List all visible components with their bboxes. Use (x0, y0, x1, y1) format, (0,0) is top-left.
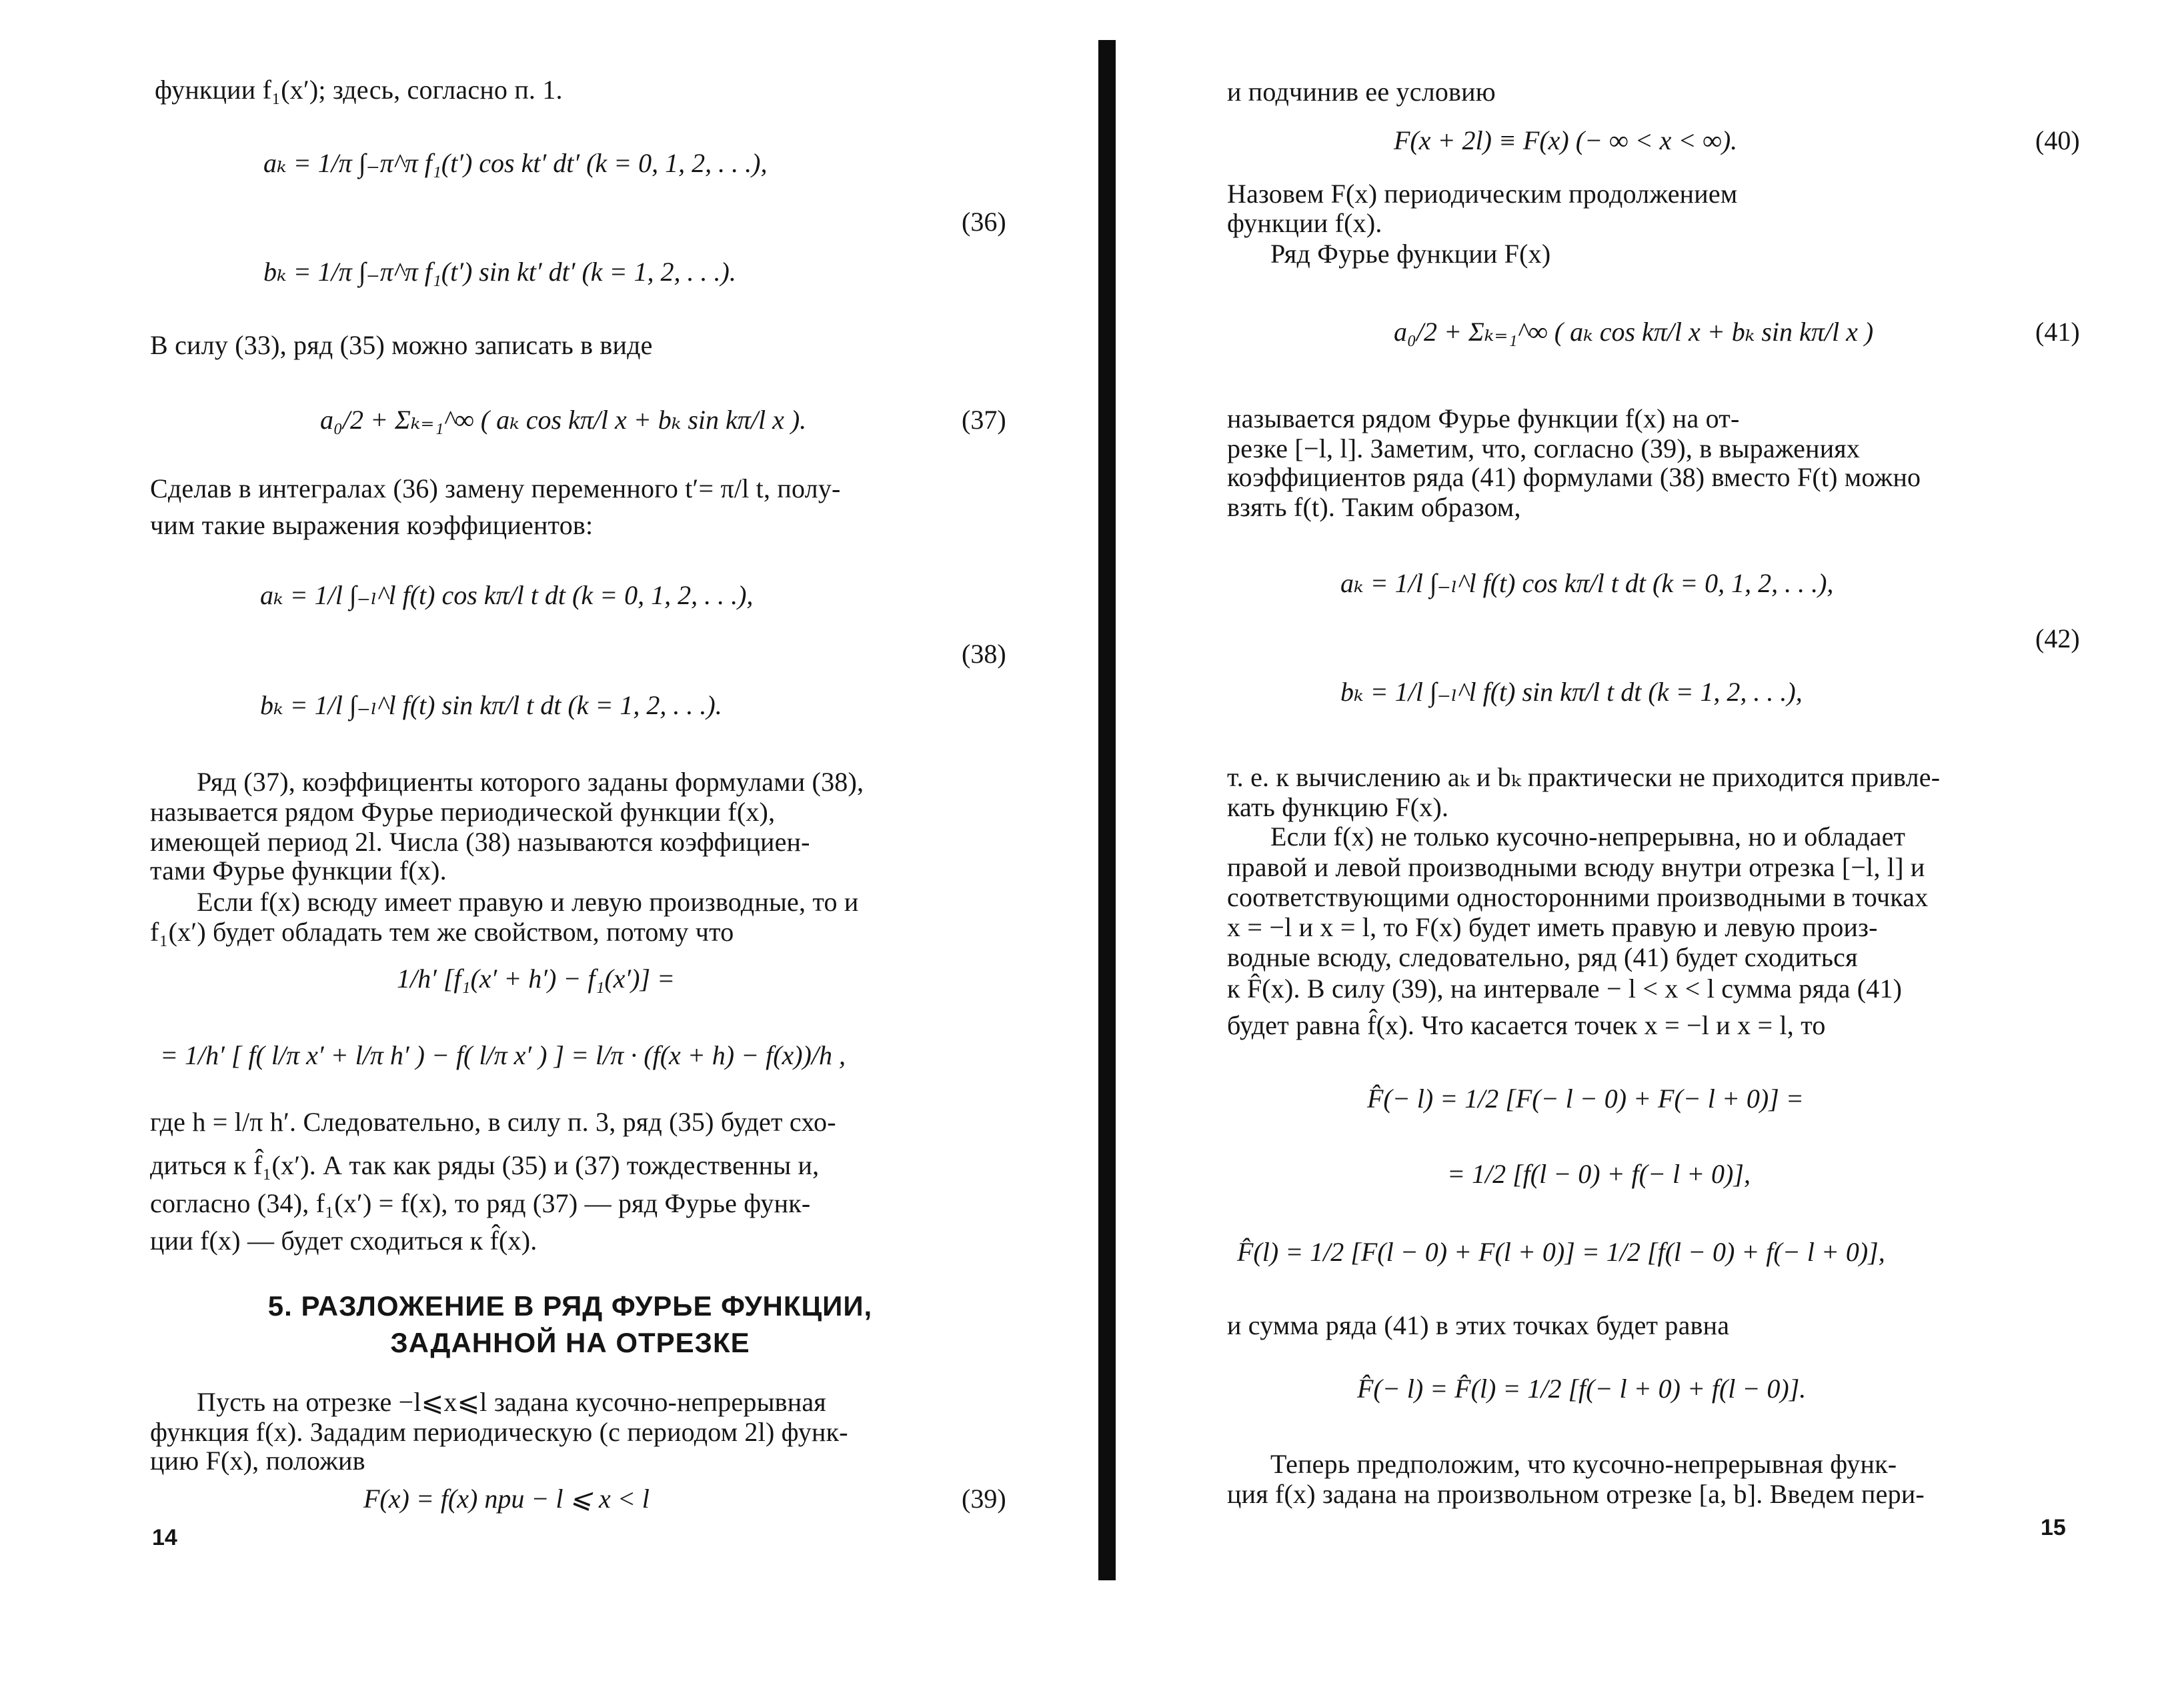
text-line: где h = l/π h′. Следовательно, в силу п. 3, ряд (35) будет схо- (150, 1107, 836, 1137)
equation-f3: F̂(l) = 1/2 [F(l − 0) + F(l + 0)] = 1/2 [f(l − 0) + f(− l + 0)], (1237, 1237, 1885, 1267)
left-page (0, 0, 1080, 1681)
text-line: резке [−l, l]. Заметим, что, согласно (39), в выражениях (1227, 433, 1861, 463)
equation-a36: aₖ = 1/π ∫₋π^π f₁(t′) cos kt′ dt′ (k = 0, 1, 2, . . .), (263, 148, 768, 178)
text-line: Если f(x) не только кусочно-непрерывна, но и обладает (1270, 821, 1906, 852)
equation-f4: F̂(− l) = F̂(l) = 1/2 [f(− l + 0) + f(l − 0)]. (1357, 1374, 1807, 1404)
text-line: правой и левой производными всюду внутри отрезка [−l, l] и (1227, 852, 1925, 882)
section-heading-line1: 5. РАЗЛОЖЕНИЕ В РЯД ФУРЬЕ ФУНКЦИИ, (267, 1290, 873, 1322)
equation-b42: bₖ = 1/l ∫₋ₗ^l f(t) sin kπ/l t dt (k = 1, 2, . . .), (1340, 677, 1803, 707)
equation-number: (41) (2035, 317, 2080, 347)
text-line: к F̂(x). В силу (39), на интервале − l < x < l сумма ряда (41) (1227, 974, 1903, 1004)
equation-a38: aₖ = 1/l ∫₋ₗ^l f(t) cos kπ/l t dt (k = 0, 1, 2, . . .), (260, 580, 754, 610)
text-line: ции f(x) — будет сходиться к f̂(x). (150, 1226, 537, 1256)
text-line: функция f(x). Зададим периодическую (с периодом 2l) функ- (150, 1417, 848, 1447)
text-line: Ряд (37), коэффициенты которого заданы формулами (38), (197, 767, 864, 797)
text-line: согласно (34), f₁(x′) = f(x), то ряд (37) — ряд Фурье функ- (150, 1188, 811, 1218)
equation-number: (37) (962, 405, 1006, 435)
equation-e40: F(x + 2l) ≡ F(x) (− ∞ < x < ∞). (1394, 125, 1738, 155)
equation-number: (42) (2035, 623, 2080, 653)
text-line: диться к f̂₁(x′). А так как ряды (35) и (37) тождественны и, (150, 1150, 820, 1180)
book-spine (1098, 40, 1116, 1580)
equation-b38: bₖ = 1/l ∫₋ₗ^l f(t) sin kπ/l t dt (k = 1, 2, . . .). (260, 690, 722, 720)
right-page (1120, 0, 2184, 1681)
equation-number: (40) (2035, 125, 2080, 155)
text-line: Пусть на отрезке −l⩽x⩽l задана кусочно-непрерывная (197, 1387, 826, 1417)
text-line: будет равна f̂(x). Что касается точек x = −l и x = l, то (1227, 1010, 1826, 1040)
text-line: Если f(x) всюду имеет правую и левую производные, то и (197, 887, 859, 917)
text-line: В силу (33), ряд (35) можно записать в виде (150, 330, 653, 360)
text-line: т. е. к вычислению aₖ и bₖ практически не приходится привле- (1227, 762, 1941, 792)
text-line: водные всюду, следовательно, ряд (41) будет сходиться (1227, 942, 1858, 972)
text-line: Ряд Фурье функции F(x) (1270, 239, 1551, 269)
equation-a42: aₖ = 1/l ∫₋ₗ^l f(t) cos kπ/l t dt (k = 0, 1, 2, . . .), (1340, 568, 1834, 598)
equation-number: (36) (962, 207, 1006, 237)
text-line: цию F(x), положив (150, 1446, 365, 1476)
equation-f2: = 1/2 [f(l − 0) + f(− l + 0)], (1447, 1159, 1751, 1189)
text-line: функции f₁(x′); здесь, согласно п. 1. (155, 75, 563, 105)
section-heading-line2: ЗАДАННОЙ НА ОТРЕЗКЕ (390, 1327, 750, 1358)
equation-s37: a₀/2 + Σₖ₌₁^∞ ( aₖ cos kπ/l x + bₖ sin kπ/l x ). (320, 405, 807, 435)
equation-number: (38) (962, 639, 1006, 669)
equation-b36: bₖ = 1/π ∫₋π^π f₁(t′) sin kt′ dt′ (k = 1, 2, . . .). (263, 257, 736, 287)
equation-d2: = 1/h′ [ f( l/π x′ + l/π h′ ) − f( l/π x′ ) ] = l/π · (f(x + h) − f(x))/h , (160, 1040, 846, 1070)
text-line: чим такие выражения коэффициентов: (150, 510, 594, 540)
page-number: 14 (152, 1525, 177, 1550)
equation-d1: 1/h′ [f₁(x′ + h′) − f₁(x′)] = (397, 964, 676, 994)
equation-f1: F̂(− l) = 1/2 [F(− l − 0) + F(− l + 0)] = (1367, 1084, 1804, 1114)
text-line: называется рядом Фурье функции f(x) на от- (1227, 403, 1740, 433)
text-line: Сделав в интегралах (36) замену переменного t′= π/l t, полу- (150, 473, 841, 503)
text-line: f₁(x′) будет обладать тем же свойством, потому что (150, 917, 734, 947)
text-line: называется рядом Фурье периодической функции f(x), (150, 797, 776, 827)
text-line: кать функцию F(x). (1227, 792, 1449, 822)
text-line: ция f(x) задана на произвольном отрезке [a, b]. Введем пери- (1227, 1479, 1925, 1509)
equation-e39: F(x) = f(x) при − l ⩽ x < l (363, 1484, 650, 1514)
text-line: x = −l и x = l, то F(x) будет иметь правую и левую произ- (1227, 912, 1878, 942)
equation-number: (39) (962, 1484, 1006, 1514)
page-number: 15 (2041, 1515, 2066, 1540)
text-line: и подчинив ее условию (1227, 77, 1496, 107)
text-line: имеющей период 2l. Числа (38) называются коэффициен- (150, 827, 810, 857)
text-line: соответствующими односторонними производными в точках (1227, 882, 1929, 912)
text-line: функции f(x). (1227, 208, 1382, 238)
equation-s41: a₀/2 + Σₖ₌₁^∞ ( aₖ cos kπ/l x + bₖ sin kπ/l x ) (1394, 317, 1874, 347)
text-line: взять f(t). Таким образом, (1227, 492, 1521, 522)
text-line: коэффициентов ряда (41) формулами (38) вместо F(t) можно (1227, 462, 1921, 492)
text-line: тами Фурье функции f(x). (150, 856, 447, 886)
text-line: и сумма ряда (41) в этих точках будет равна (1227, 1310, 1730, 1340)
text-line: Назовем F(x) периодическим продолжением (1227, 179, 1738, 209)
text-line: Теперь предположим, что кусочно-непрерывная функ- (1270, 1449, 1897, 1479)
